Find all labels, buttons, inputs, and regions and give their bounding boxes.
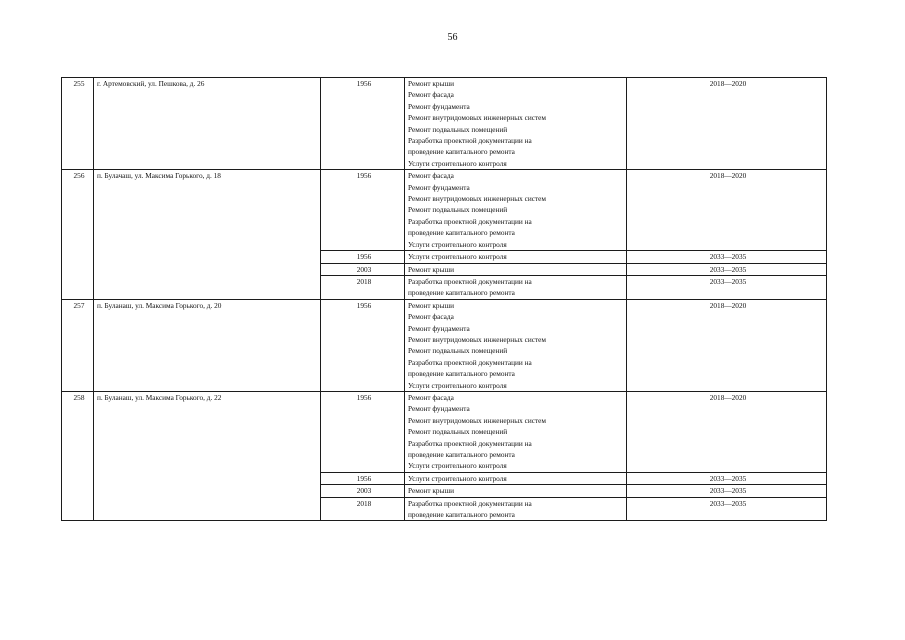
work-item: Услуги строительного контроля: [408, 252, 507, 262]
cell-works: [405, 485, 627, 497]
cell-period: 2018—2020: [627, 299, 827, 391]
cell-period: 2018—2020: [627, 78, 827, 170]
work-item: Разработка проектной документации на: [408, 438, 532, 448]
work-item: Ремонт крыши: [408, 79, 455, 88]
cell-period: 2033—2035: [627, 263, 827, 275]
cell-period: 2018—2020: [627, 170, 827, 251]
work-item: Ремонт внутридомовых инженерных систем: [408, 194, 547, 204]
cell-year: 1956: [321, 251, 405, 263]
work-item: Разработка проектной документации на: [408, 136, 532, 146]
cell-address: п. Буланаш, ул. Максима Горького, д. 22: [94, 391, 321, 520]
work-item: Ремонт крыши: [408, 264, 455, 274]
work-item: Ремонт фундамента: [408, 323, 470, 333]
cell-period: 2018—2020: [627, 391, 827, 472]
page-number: 56: [447, 32, 458, 43]
work-item: Ремонт подвальных помещений: [408, 205, 508, 215]
cell-period: 2033—2035: [627, 485, 827, 497]
cell-works: [405, 78, 627, 170]
work-item: проведение капитального ремонта: [408, 450, 515, 459]
table-row: [62, 391, 827, 472]
table-row: [62, 170, 827, 251]
cell-works: [405, 275, 627, 299]
cell-year: 1956: [321, 472, 405, 484]
work-item: проведение капитального ремонта: [408, 228, 515, 238]
work-item: Ремонт фундамента: [408, 404, 470, 414]
cell-entry-number: 258: [62, 391, 94, 520]
cell-year: 2018: [321, 275, 405, 299]
work-item: Разработка проектной документации на: [408, 216, 532, 226]
cell-works: [405, 170, 627, 251]
work-item: Разработка проектной документации на: [408, 276, 532, 286]
cell-entry-number: 256: [62, 170, 94, 299]
work-item: Ремонт внутридомовых инженерных систем: [408, 113, 547, 123]
table-body: [62, 78, 827, 521]
work-item: Разработка проектной документации на: [408, 357, 532, 367]
cell-works: [405, 472, 627, 484]
cell-entry-number: 257: [62, 299, 94, 391]
cell-works: [405, 251, 627, 263]
work-item: Ремонт фасада: [408, 171, 454, 181]
work-item: Ремонт внутридомовых инженерных систем: [408, 334, 547, 344]
cell-year: 2018: [321, 497, 405, 521]
cell-works: [405, 391, 627, 472]
cell-year: 1956: [321, 78, 405, 170]
cell-address: г. Артемовский, ул. Пешкова, д. 26: [94, 78, 321, 170]
repair-schedule-table: [61, 77, 827, 521]
work-item: Ремонт крыши: [408, 486, 455, 496]
table-row: [62, 78, 827, 170]
cell-period: 2033—2035: [627, 497, 827, 521]
cell-period: 2033—2035: [627, 275, 827, 299]
cell-works: [405, 299, 627, 391]
cell-period: 2033—2035: [627, 472, 827, 484]
work-item: Ремонт фасада: [408, 90, 454, 100]
cell-works: [405, 497, 627, 521]
work-item: Ремонт внутридомовых инженерных систем: [408, 415, 547, 425]
work-item: Ремонт подвальных помещений: [408, 427, 508, 437]
cell-year: 1956: [321, 391, 405, 472]
work-item: Услуги строительного контроля: [408, 380, 507, 390]
work-item: проведение капитального ремонта: [408, 369, 515, 379]
work-item: Услуги строительного контроля: [408, 473, 507, 483]
work-item: Ремонт подвальных помещений: [408, 124, 508, 134]
cell-entry-number: 255: [62, 78, 94, 170]
table-row: [62, 299, 827, 391]
cell-period: 2033—2035: [627, 251, 827, 263]
cell-year: 1956: [321, 170, 405, 251]
work-item: Ремонт подвальных помещений: [408, 346, 508, 356]
work-item: Ремонт фундамента: [408, 101, 470, 111]
cell-year: 2003: [321, 485, 405, 497]
cell-year: 1956: [321, 299, 405, 391]
work-item: проведение капитального ремонта: [408, 288, 515, 298]
work-item: проведение капитального ремонта: [408, 510, 515, 520]
work-item: Разработка проектной документации на: [408, 498, 532, 508]
work-item: Ремонт фасада: [408, 312, 454, 322]
work-item: Услуги строительного контроля: [408, 461, 507, 471]
cell-address: п. Буланаш, ул. Максима Горького, д. 20: [94, 299, 321, 391]
cell-address: п. Булачаш, ул. Максима Горького, д. 18: [94, 170, 321, 299]
work-item: Ремонт крыши: [408, 300, 455, 310]
cell-year: 2003: [321, 263, 405, 275]
work-item: Услуги строительного контроля: [408, 239, 507, 249]
work-item: Ремонт фундамента: [408, 182, 470, 192]
cell-works: [405, 263, 627, 275]
work-item: Услуги строительного контроля: [408, 158, 507, 168]
work-item: проведение капитального ремонта: [408, 147, 515, 157]
work-item: Ремонт фасада: [408, 392, 454, 402]
